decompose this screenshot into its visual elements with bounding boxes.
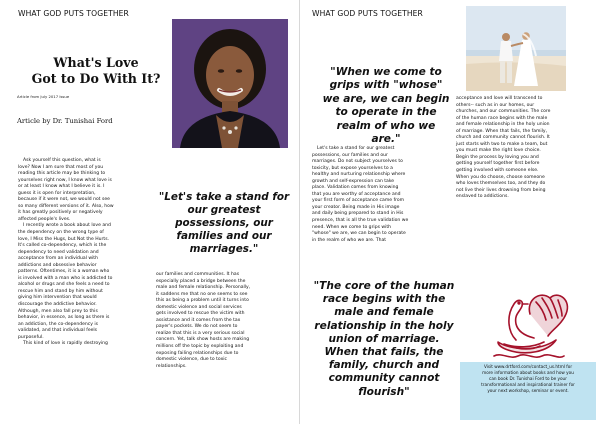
body-line: love, I Miss the Hugs, but Not the Hurts. — [18, 236, 110, 242]
body-line: it saddens me that no one seems to see — [156, 291, 248, 297]
body-line: yourselves right now, I know what love is — [18, 177, 112, 183]
body-line: the dependency on the wrong type of — [18, 230, 104, 236]
body-line: realize that this is a very serious social — [156, 330, 245, 336]
body-line: assistance and it comes from the tax — [156, 317, 241, 323]
body-line: exposing failing relationships due to — [156, 350, 239, 356]
body-line: or at least I know what I believe it is. I — [18, 184, 105, 190]
body-line: your first form of acceptance came from — [312, 198, 405, 204]
couple-photo-graphic — [466, 6, 566, 91]
article-title — [22, 55, 170, 87]
body-line: who loves themselves too, and they do — [456, 181, 546, 187]
body-line: love? Now I am sure that most of you — [18, 164, 104, 170]
title-line: What's Love — [53, 55, 139, 70]
body-line: churches, and our communities. The core — [456, 109, 551, 115]
body-line: behavior, in essence, as long as there is — [18, 315, 110, 321]
pull-quote-bottom: "The core of the human race begins with the male and female relationship in the holy union of marriage. When that fails, the family, church and community cannot flourish" — [313, 280, 455, 398]
body-line: patterns. Oftentimes, it is a woman who — [18, 269, 110, 275]
right-page — [300, 0, 600, 424]
promo-line: can book Dr. Tunishai Ford to be your — [489, 375, 567, 381]
body-line: payer's pockets. We do not seem to — [156, 324, 238, 330]
body-line: because if it were not, we would not see — [18, 197, 110, 203]
body-line: enslaved to addictions. — [456, 194, 509, 200]
article-body-col1 — [18, 158, 155, 348]
body-line: that you are worthy of acceptance and — [312, 191, 401, 197]
body-line: you must make the right love choice. — [456, 148, 541, 154]
promo-line: your next workshop, seminar or event. — [487, 387, 569, 393]
body-line: Begin the process by loving you and — [456, 154, 539, 160]
body-line: growth and self-expression can take — [312, 178, 395, 184]
body-line: especially placed a bridge between the — [156, 278, 246, 284]
pull-quote-top: "When we come to grips with "whose" we are, we can begin to operate in the realm of who we are." — [322, 66, 450, 146]
body-line: domestic violence and social services — [156, 304, 242, 310]
body-line: of the human race begins with the male — [456, 115, 548, 121]
body-line: getting yourself together first before — [456, 161, 540, 167]
body-line: possessions, our families and our — [312, 152, 388, 158]
body-line: alcohol or drugs and she feels a need to — [18, 282, 110, 288]
body-line: is involved with a man who is addicted to — [18, 275, 113, 281]
article-body-col2 — [156, 272, 291, 370]
portrait-photo — [172, 19, 288, 148]
swan-heart-graphic — [486, 284, 570, 362]
body-line: so many different versions of it. Also, how — [18, 203, 114, 209]
body-line: male and female relationship. Personally, — [156, 285, 251, 291]
body-line: giving him intervention that would — [18, 295, 97, 301]
promo-box — [460, 362, 596, 420]
body-line: concern. Yet, talk show hosts are making — [156, 337, 250, 343]
body-line: just starts with two to make a team, but — [456, 141, 548, 147]
swan-heart-icon — [486, 284, 570, 362]
running-head-left: WHAT GOD PUTS TOGETHER — [18, 9, 129, 18]
body-line: purposeful. — [18, 334, 44, 340]
body-line: relationships. — [156, 363, 187, 369]
body-line: it has greatly positively or negatively — [18, 210, 103, 216]
body-line: discourage the addictive behavior. — [18, 302, 97, 308]
body-line: I recently wrote a book about love and — [23, 223, 111, 229]
body-line: guess it is open for interpretation, — [18, 190, 96, 196]
body-line: "whose" we are, we can begin to operate — [312, 231, 406, 237]
body-line: need. When we come to grips with — [312, 224, 392, 230]
title-line: Got to Do With It? — [31, 71, 161, 86]
body-line: validated, and that individual feels — [18, 328, 98, 334]
body-line: getting involved with someone else. — [456, 168, 539, 174]
body-line: It's called co-dependency, which is the — [18, 243, 107, 249]
body-line: Although, men also fall prey to this — [18, 308, 98, 314]
body-line: Let's take a stand for our greatest — [317, 146, 395, 151]
body-line: This kind of love is rapidly destroying — [23, 341, 108, 347]
body-line: and daily being prepared to stand in His — [312, 211, 404, 217]
body-line: toxicity, but expose yourselves to a — [312, 165, 393, 171]
portrait-photo-graphic — [172, 19, 288, 148]
body-line: this as being a problem until it turns into — [156, 298, 249, 304]
body-line: domestic violence, due to toxic — [156, 357, 228, 363]
body-line: church and community cannot flourish. It — [456, 135, 550, 141]
promo-line: transformational and inspirational trainer for — [481, 381, 575, 387]
body-line: in the realm of who we are. That — [312, 237, 387, 243]
body-line: reading this article may be thinking to — [18, 171, 106, 177]
body-line: millions off the topic by exploiting and — [156, 344, 244, 350]
body-line: When you do choose, choose someone — [456, 174, 545, 180]
body-line: dependency to need validation and — [18, 249, 99, 255]
body-line: your creator. Being made in His image — [312, 204, 400, 210]
body-line: Ask yourself this question, what is — [23, 158, 101, 163]
issue-note: Article from July 2017 Issue — [17, 94, 70, 99]
couple-photo — [466, 6, 566, 91]
body-line: of marriage. When that fails, the family, — [456, 128, 548, 134]
body-line: healthy and nurturing relationship where — [312, 172, 406, 178]
running-head-right: WHAT GOD PUTS TOGETHER — [312, 9, 423, 18]
body-line: an addiction, the co-dependency is — [18, 321, 99, 327]
promo-line: Visit www.drtford.com/contact_us.html for — [483, 364, 573, 369]
article-body-col4 — [456, 96, 596, 201]
article-body-col3 — [312, 146, 452, 244]
body-line: acceptance from an individual with — [18, 256, 98, 262]
body-line: addictions and obsessive behavior — [18, 262, 97, 268]
promo-line: more information about books and how you — [482, 369, 574, 375]
body-line: others-- such as in our homes, our — [456, 102, 535, 108]
body-line: and female relationship in the holy union — [456, 122, 550, 128]
body-line: not live their lives drowning from being — [456, 187, 546, 193]
body-line: marriages. Do not subject yourselves to — [312, 159, 403, 165]
body-line: acceptance and love will transcend to — [456, 96, 543, 101]
pull-quote-left: "Let's take a stand for our greatest possessions, our families and our marriages." — [158, 191, 290, 255]
body-line: place. Validation comes from knowing — [312, 185, 399, 191]
body-line: gets involved to rescue the victim with — [156, 311, 245, 317]
body-line: rescue him and stand by him without — [18, 288, 103, 294]
byline: Article by Dr. Tunishai Ford — [17, 117, 113, 125]
body-line: affected people's lives. — [18, 216, 71, 222]
body-line: our families and communities. It has — [156, 272, 240, 277]
body-line: presence, that is all the true validation we — [312, 218, 409, 224]
